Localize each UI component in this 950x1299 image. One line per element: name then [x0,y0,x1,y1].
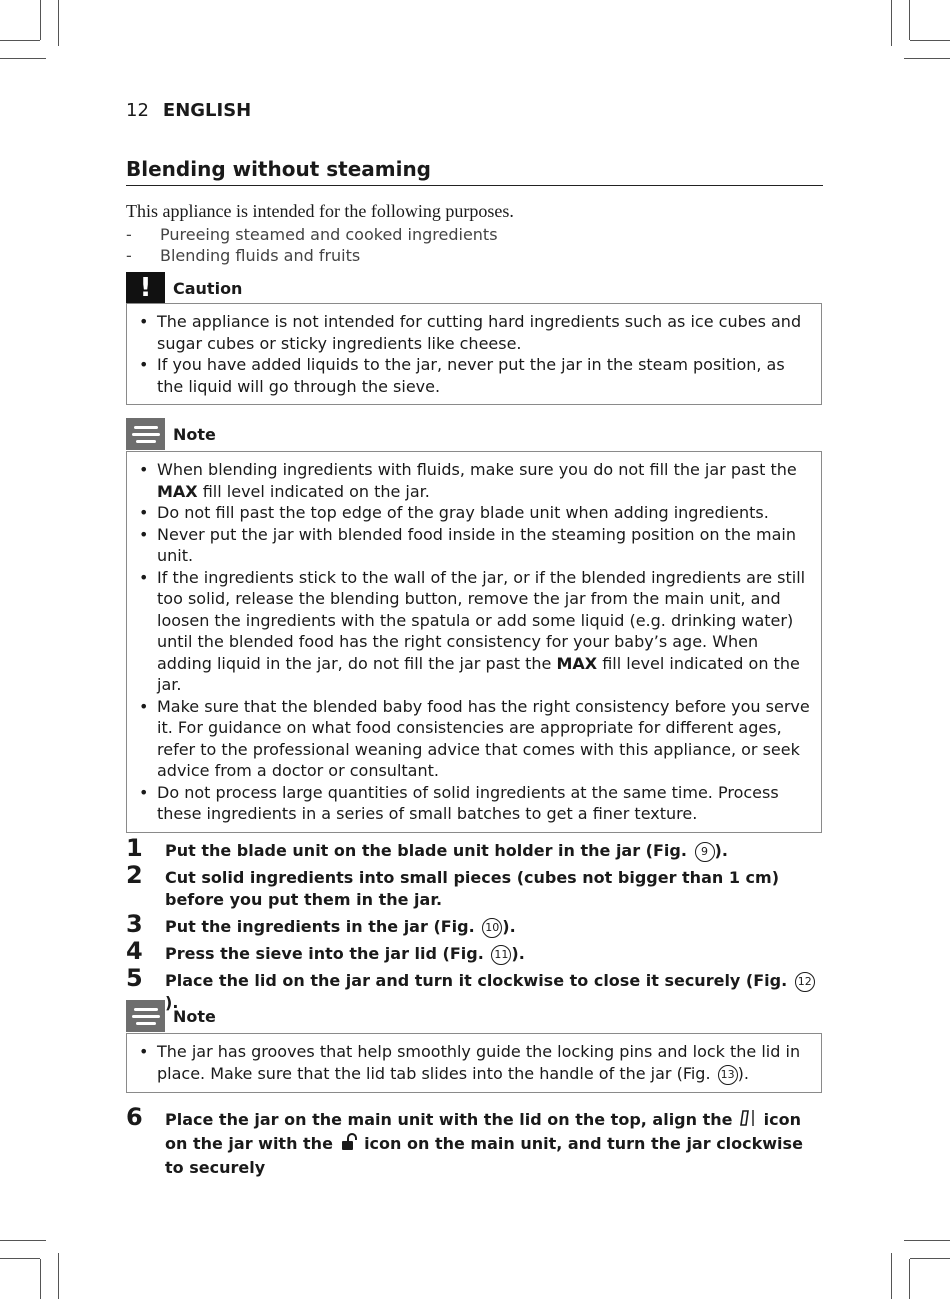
intro [126,201,823,266]
step-number: 3 [126,910,143,938]
list-item: • Do not fill past the top edge of the gray blade unit when adding ingredients. [135,502,811,524]
step: 2 Cut solid ingredients into small pieces (cubes not bigger than 1 cm) before you put them in the jar. [126,861,779,909]
crop-mark [0,40,40,41]
list-item: - Blending fluids and fruits [126,245,823,266]
list-item: • Make sure that the blended baby food has the right consistency before you serve it. For guidance on what food consistencies are appropriate for different ages, refer to the professional weaning advice that comes with this appliance, or seek advice from a doctor or consultant. [135,696,811,782]
note-box [126,1033,822,1093]
step: 3 Put the ingredients in the jar (Fig. 10 ). [126,910,516,938]
crop-mark [0,58,46,59]
list-item: • When blending ingredients with fluids, make sure you do not fill the jar past the MAX fill level indicated on the jar. [135,459,811,502]
list-item: • Do not process large quantities of solid ingredients at the same time. Process these ingredients in a series of small batches to get a finer texture. [135,782,811,825]
language-label: ENGLISH [162,100,252,121]
step-number: 2 [126,861,143,889]
crop-mark [910,1258,950,1259]
crop-mark [0,1258,40,1259]
list-item: • If you have added liquids to the jar, never put the jar in the steam position, as the liquid will go through the sieve. [135,354,811,397]
list-item: • If the ingredients stick to the wall of the jar, or if the blended ingredients are still too solid, release the blending button, remove the jar from the main unit, and loosen the ingredients with the spatula or add some liquid (e.g. drinking water) until the blended food has the right consistency for your baby’s age. When adding liquid in the jar, do not fill the jar past the MAX fill level indicated on the jar. [135,567,811,696]
crop-mark [909,0,910,40]
figure-reference: 11 [491,945,511,965]
crop-mark [58,1253,59,1299]
unlock-icon [341,1133,357,1157]
caution-box [126,303,822,405]
steps-list [126,1103,826,1179]
crop-mark [904,1240,950,1241]
section-title: Blending without steaming [126,157,823,186]
figure-reference: 13 [718,1065,738,1085]
list-item: - Pureeing steamed and cooked ingredients [126,224,823,245]
step-number: 4 [126,937,143,965]
figure-reference: 9 [695,842,715,862]
note-icon [126,1000,165,1032]
steps-list [126,834,826,1014]
step: 5 Place the lid on the jar and turn it clockwise to close it securely (Fig. 12). [126,970,826,1014]
crop-mark [40,0,41,40]
note-header [126,1000,216,1032]
exclamation-icon: ! [126,272,165,304]
list-item: • The jar has grooves that help smoothly guide the locking pins and lock the lid in place. Make sure that the lid tab slides into the handle of the jar (Fig. 13 ). [135,1041,811,1085]
list-item: • Never put the jar with blended food inside in the steaming position on the main unit. [135,524,811,567]
step-number: 5 [126,964,143,992]
note-label: Note [173,424,216,444]
page-number: 12 [126,100,149,121]
jar-align-icon [740,1109,756,1133]
note-box [126,451,822,833]
step-number: 1 [126,834,143,862]
list-item: • The appliance is not intended for cutting hard ingredients such as ice cubes and sugar cubes or sticky ingredients like cheese. [135,311,811,354]
page-header [126,100,251,121]
purpose-list [126,224,823,266]
crop-mark [891,1253,892,1299]
note-label: Note [173,1006,216,1026]
caution-header [126,272,242,304]
crop-mark [904,58,950,59]
figure-reference: 10 [482,918,502,938]
step: 1 Put the blade unit on the blade unit holder in the jar (Fig. 9 ). [126,834,728,862]
note-icon [126,418,165,450]
crop-mark [909,1259,910,1299]
step: 6 Place the jar on the main unit with the lid on the top, align the icon on the jar with the icon on the main unit, and turn the jar clockwise to securely [126,1103,803,1177]
note-header [126,418,216,450]
intro-lead: This appliance is intended for the following purposes. [126,201,514,221]
crop-mark [40,1259,41,1299]
crop-mark [910,40,950,41]
figure-reference: 12 [795,972,815,992]
crop-mark [891,0,892,46]
step: 4 Press the sieve into the jar lid (Fig. 11 ). [126,937,525,965]
caution-label: Caution [173,278,243,298]
crop-mark [0,1240,46,1241]
step-number: 6 [126,1103,143,1131]
crop-mark [58,0,59,46]
